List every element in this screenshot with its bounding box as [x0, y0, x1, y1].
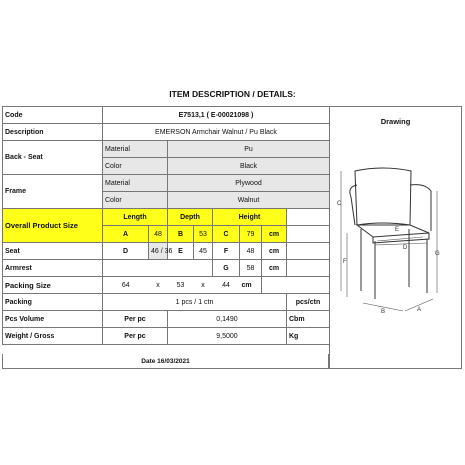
drawing-label-d: D: [403, 245, 408, 251]
depth-header: Depth: [168, 209, 213, 226]
overall-header-row: [3, 209, 330, 226]
overall-unit: cm: [262, 226, 287, 243]
back-seat-label: Back - Seat: [3, 141, 103, 175]
volume-unit: Cbm: [287, 311, 330, 328]
height-header: Height: [213, 209, 287, 226]
weight-row: [3, 328, 330, 345]
dim-g-value: 58: [240, 260, 262, 277]
back-seat-material-row: [3, 141, 330, 158]
drawing-label-f: F: [343, 259, 347, 265]
armrest-unit: cm: [262, 260, 287, 277]
chair-seat: [357, 225, 429, 237]
overall-header-blank: [287, 209, 330, 226]
drawing-label-a: A: [417, 307, 422, 313]
frame-material-label: Material: [103, 175, 168, 192]
dim-b-value: 53: [194, 226, 213, 243]
page-title: ITEM DESCRIPTION / DETAILS:: [169, 89, 296, 99]
description-label: Description: [3, 124, 103, 141]
drawing-title: Drawing: [380, 117, 411, 126]
packing-height: 44: [213, 277, 240, 294]
seat-unit: cm: [262, 243, 287, 260]
packing-size-unit: cm: [240, 277, 262, 294]
chair-backrest: [355, 168, 411, 225]
drawing-label-e: E: [395, 227, 400, 233]
packing-length: 64: [103, 277, 149, 294]
dim-b-letter: B: [168, 226, 194, 243]
packing-x1: x: [149, 277, 168, 294]
details-table: [2, 106, 330, 345]
chair-armrest-right: [410, 185, 431, 231]
armrest-blank-left: [103, 260, 213, 277]
armrest-row: [3, 260, 330, 277]
volume-row: [3, 311, 330, 328]
volume-label: Pcs Volume: [3, 311, 103, 328]
weight-unit: Kg: [287, 328, 330, 345]
overall-values-blank: [287, 226, 330, 243]
seat-blank: [287, 243, 330, 260]
dim-e-letter: E: [168, 243, 194, 260]
weight-per: Per pc: [103, 328, 168, 345]
date-footer: Date 16/03/2021: [2, 354, 329, 369]
frame-material-row: [3, 175, 330, 192]
overall-size-label: Overall Product Size: [3, 209, 103, 243]
dim-f-value: 48: [240, 243, 262, 260]
packing-row: [3, 294, 330, 311]
dim-d-value: 46 / 36: [149, 243, 168, 260]
dim-a-letter: A: [103, 226, 149, 243]
code-value: E7513,1 ( E-00021098 ): [103, 107, 330, 124]
frame-material-value: Plywood: [168, 175, 330, 192]
packing-value: 1 pcs / 1 ctn: [103, 294, 287, 311]
length-header: Length: [103, 209, 168, 226]
dim-c-letter: C: [213, 226, 240, 243]
dim-d-letter: D: [103, 243, 149, 260]
packing-size-row: [3, 277, 330, 294]
code-label: Code: [3, 107, 103, 124]
packing-label: Packing: [3, 294, 103, 311]
dim-g-letter: G: [213, 260, 240, 277]
dim-line-e: [375, 243, 427, 245]
volume-per: Per pc: [103, 311, 168, 328]
volume-value: 0,1490: [168, 311, 287, 328]
back-seat-color-value: Black: [168, 158, 330, 175]
packing-size-blank: [262, 277, 330, 294]
packing-x2: x: [194, 277, 213, 294]
seat-label: Seat: [3, 243, 103, 260]
dim-c-value: 79: [240, 226, 262, 243]
armrest-blank-right: [287, 260, 330, 277]
weight-label: Weight / Gross: [3, 328, 103, 345]
drawing-label-c: C: [337, 201, 342, 207]
back-seat-material-value: Pu: [168, 141, 330, 158]
back-seat-material-label: Material: [103, 141, 168, 158]
code-row: [3, 107, 330, 124]
back-seat-color-label: Color: [103, 158, 168, 175]
packing-size-label: Packing Size: [3, 277, 103, 294]
drawing-label-g: G: [435, 251, 440, 257]
dim-f-letter: F: [213, 243, 240, 260]
description-row: [3, 124, 330, 141]
drawing-label-b: B: [381, 309, 386, 315]
chair-drawing: [333, 163, 443, 318]
packing-width: 53: [168, 277, 194, 294]
dim-a-value: 48: [149, 226, 168, 243]
packing-unit: pcs/ctn: [287, 294, 330, 311]
seat-row: [3, 243, 330, 260]
armrest-label: Armrest: [3, 260, 103, 277]
description-value: EMERSON Armchair Walnut / Pu Black: [103, 124, 330, 141]
dim-e-value: 45: [194, 243, 213, 260]
frame-label: Frame: [3, 175, 103, 209]
frame-color-label: Color: [103, 192, 168, 209]
weight-value: 9,5000: [168, 328, 287, 345]
frame-color-value: Walnut: [168, 192, 330, 209]
